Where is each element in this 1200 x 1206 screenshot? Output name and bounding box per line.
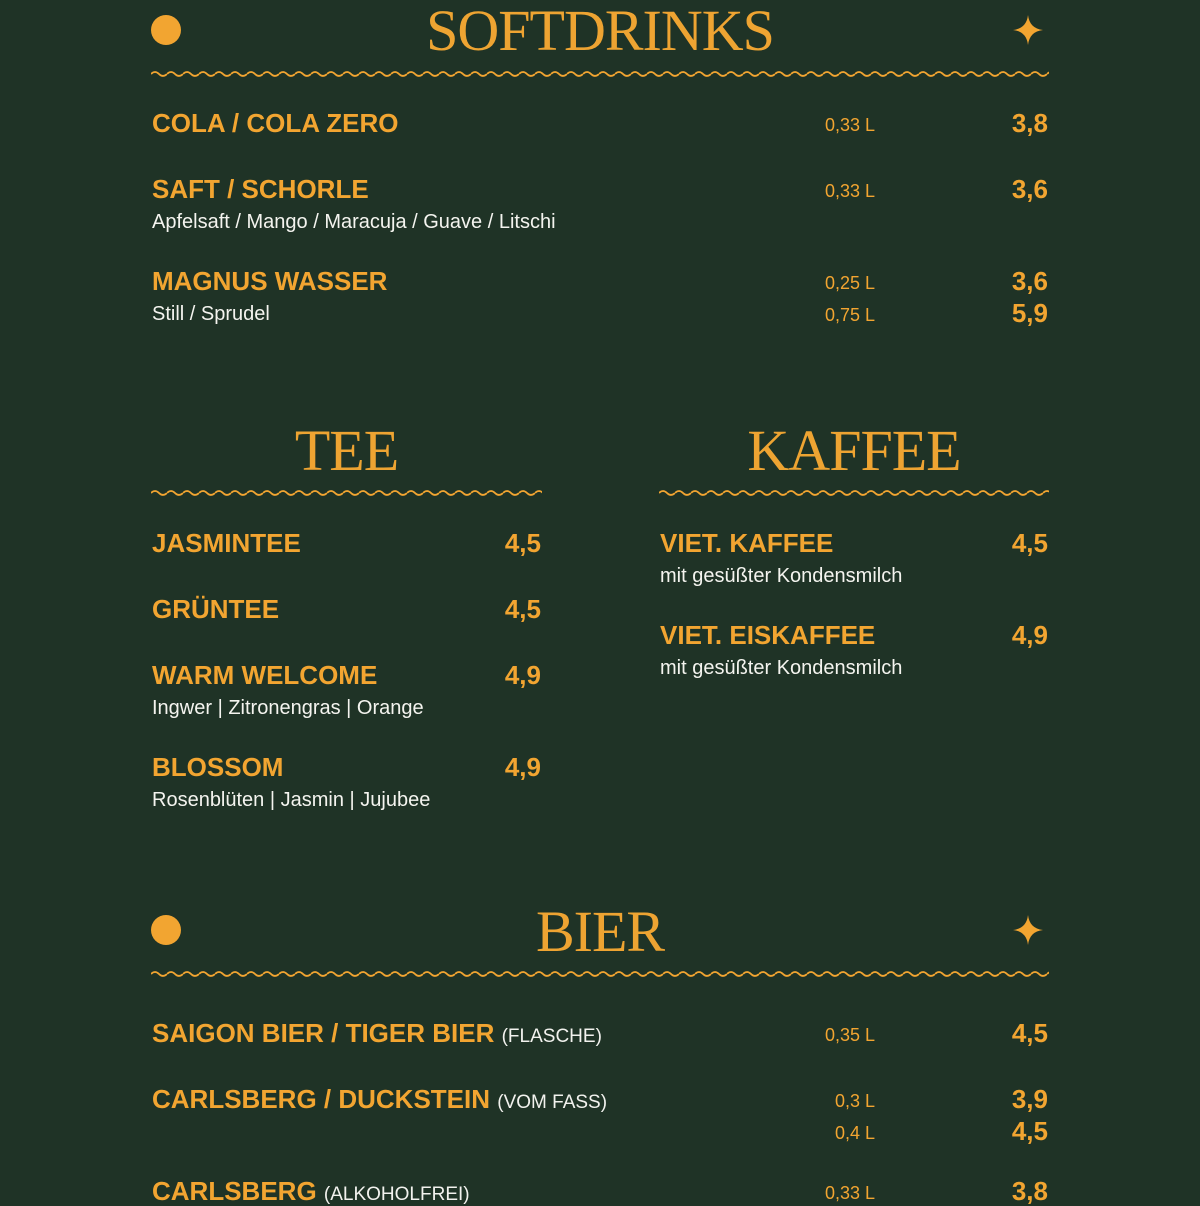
section-title-bier: BIER xyxy=(535,899,665,964)
menu-item-price: 4,5 xyxy=(1011,1116,1048,1146)
section-title-kaffee: KAFFEE xyxy=(747,418,961,483)
menu-item-name-text: SAIGON BIER / TIGER BIER xyxy=(152,1018,495,1048)
menu-item-price: 4,9 xyxy=(1011,620,1048,650)
wavy-line-divider xyxy=(151,488,542,498)
menu-item-price: 3,8 xyxy=(1011,1176,1048,1206)
circle-dot-icon xyxy=(151,915,181,945)
menu-item-description: Ingwer | Zitronengras | Orange xyxy=(152,697,424,719)
menu-item-price: 3,6 xyxy=(1011,174,1048,204)
menu-item-volume: 0,75 L xyxy=(824,305,875,325)
menu-item-price: 4,5 xyxy=(504,528,541,558)
menu-item-description: Rosenblüten | Jasmin | Jujubee xyxy=(152,789,431,811)
menu-item-price: 4,9 xyxy=(504,752,541,782)
menu-item-volume: 0,25 L xyxy=(824,273,875,293)
menu-item-name-text: CARLSBERG xyxy=(152,1176,317,1206)
menu-item-name xyxy=(152,1086,607,1112)
menu-item-volume: 0,33 L xyxy=(824,181,875,201)
menu-item-price: 3,6 xyxy=(1011,266,1048,296)
menu-item-name: VIET. KAFFEE xyxy=(660,528,834,558)
menu-item-price: 4,9 xyxy=(504,660,541,690)
circle-dot-icon xyxy=(151,15,181,45)
menu-item-name xyxy=(152,1178,470,1204)
menu-item-name: COLA / COLA ZERO xyxy=(152,108,399,138)
menu-item-description: mit gesüßter Kondensmilch xyxy=(660,565,903,587)
menu-item-description: mit gesüßter Kondensmilch xyxy=(660,657,903,679)
menu-item-volume: 0,35 L xyxy=(824,1025,875,1045)
menu-item-name: JASMINTEE xyxy=(152,528,301,558)
menu-item-price: 4,5 xyxy=(504,594,541,624)
menu-item-name: WARM WELCOME xyxy=(152,660,378,690)
sparkle-star-icon xyxy=(1011,913,1045,947)
menu-item-note: (VOM FASS) xyxy=(497,1092,608,1113)
menu-item-name: SAFT / SCHORLE xyxy=(152,174,369,204)
menu-item-description: Still / Sprudel xyxy=(152,303,270,325)
section-title-softdrinks: SOFTDRINKS xyxy=(426,0,774,63)
menu-item-name xyxy=(152,1020,602,1046)
menu-item-price: 4,5 xyxy=(1011,528,1048,558)
menu-item-note: (ALKOHOLFREI) xyxy=(323,1184,470,1205)
section-title-tee: TEE xyxy=(294,418,399,483)
menu-item-name: VIET. EISKAFFEE xyxy=(660,620,876,650)
menu-item-note: (FLASCHE) xyxy=(501,1026,602,1047)
menu-item-volume: 0,4 L xyxy=(834,1123,875,1143)
menu-item-name: MAGNUS WASSER xyxy=(152,266,388,296)
menu-item-price: 3,8 xyxy=(1011,108,1048,138)
wavy-line-divider xyxy=(151,69,1049,79)
menu-item-volume: 0,33 L xyxy=(824,1183,875,1203)
menu-item-price: 5,9 xyxy=(1011,298,1048,328)
menu-item-volume: 0,33 L xyxy=(824,115,875,135)
menu-item-description: Apfelsaft / Mango / Maracuja / Guave / Litschi xyxy=(152,211,556,233)
sparkle-star-icon xyxy=(1011,13,1045,47)
menu-item-volume: 0,3 L xyxy=(834,1091,875,1111)
wavy-line-divider xyxy=(151,969,1049,979)
wavy-line-divider xyxy=(659,488,1049,498)
menu-item-name: BLOSSOM xyxy=(152,752,284,782)
menu-item-price: 3,9 xyxy=(1011,1084,1048,1114)
menu-item-price: 4,5 xyxy=(1011,1018,1048,1048)
menu-item-name: GRÜNTEE xyxy=(152,594,280,624)
menu-item-name-text: CARLSBERG / DUCKSTEIN xyxy=(152,1084,491,1114)
